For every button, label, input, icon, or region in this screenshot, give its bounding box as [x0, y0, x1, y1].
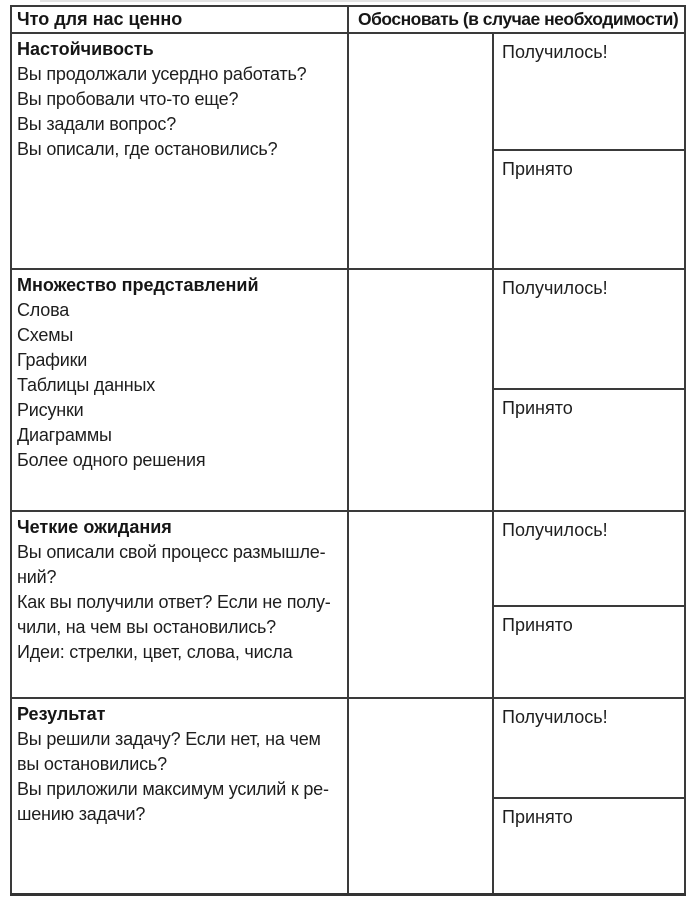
criteria-title: Настойчивость — [17, 39, 154, 59]
accepted-label: Принято — [502, 807, 573, 827]
criteria-line: Более одного решения — [17, 450, 206, 470]
justification-cell-expectations — [348, 511, 493, 698]
header-justify-column: Обосновать (в случае необходимости) — [348, 6, 685, 33]
success-cell-expectations — [493, 511, 685, 606]
criteria-line: Слова — [17, 300, 70, 320]
criteria-line: Схемы — [17, 325, 74, 345]
table-row — [11, 269, 685, 389]
table-row — [11, 33, 685, 150]
criteria-line: Диаграммы — [17, 425, 112, 445]
table-row — [11, 511, 685, 606]
criteria-line: Графики — [17, 350, 88, 370]
accepted-label: Принято — [502, 615, 573, 635]
success-label: Получилось! — [502, 707, 608, 727]
success-label: Получилось! — [502, 520, 608, 540]
accepted-cell-persistence — [493, 150, 685, 269]
accepted-cell-representations — [493, 389, 685, 511]
criteria-line: шению задачи? — [17, 804, 146, 824]
criteria-title: Множество представлений — [17, 275, 259, 295]
success-label: Получилось! — [502, 42, 608, 62]
criteria-line: Вы описали свой процесс размышле- — [17, 542, 326, 562]
criteria-cell-result — [11, 698, 348, 894]
scan-artifact — [40, 0, 640, 2]
success-cell-representations — [493, 269, 685, 389]
header-values-column: Что для нас ценно — [11, 6, 348, 33]
criteria-cell-persistence — [11, 33, 348, 269]
criteria-line: Вы описали, где остановились? — [17, 139, 278, 159]
accepted-label: Принято — [502, 398, 573, 418]
success-cell-persistence — [493, 33, 685, 150]
criteria-line: Как вы получили ответ? Если не полу- — [17, 592, 331, 612]
criteria-line: вы остановились? — [17, 754, 167, 774]
accepted-label: Принято — [502, 159, 573, 179]
criteria-title: Результат — [17, 704, 106, 724]
criteria-line: чили, на чем вы остановились? — [17, 617, 276, 637]
values-table — [10, 5, 686, 896]
criteria-line: Таблицы данных — [17, 375, 156, 395]
criteria-line: Вы приложили максимум усилий к ре- — [17, 779, 329, 799]
justification-cell-persistence — [348, 33, 493, 269]
criteria-title: Четкие ожидания — [17, 517, 172, 537]
criteria-line: Вы пробовали что-то еще? — [17, 89, 239, 109]
justification-cell-result — [348, 698, 493, 894]
table-header-row — [11, 6, 685, 33]
justification-cell-representations — [348, 269, 493, 511]
criteria-line: Идеи: стрелки, цвет, слова, числа — [17, 642, 293, 662]
success-label: Получилось! — [502, 278, 608, 298]
criteria-line: ний? — [17, 567, 57, 587]
criteria-line: Вы продолжали усердно работать? — [17, 64, 307, 84]
criteria-cell-expectations — [11, 511, 348, 698]
criteria-line: Рисунки — [17, 400, 84, 420]
table-row — [11, 698, 685, 798]
criteria-line: Вы решили задачу? Если нет, на чем — [17, 729, 321, 749]
accepted-cell-result — [493, 798, 685, 894]
criteria-line: Вы задали вопрос? — [17, 114, 177, 134]
success-cell-result — [493, 698, 685, 798]
criteria-cell-representations — [11, 269, 348, 511]
accepted-cell-expectations — [493, 606, 685, 698]
